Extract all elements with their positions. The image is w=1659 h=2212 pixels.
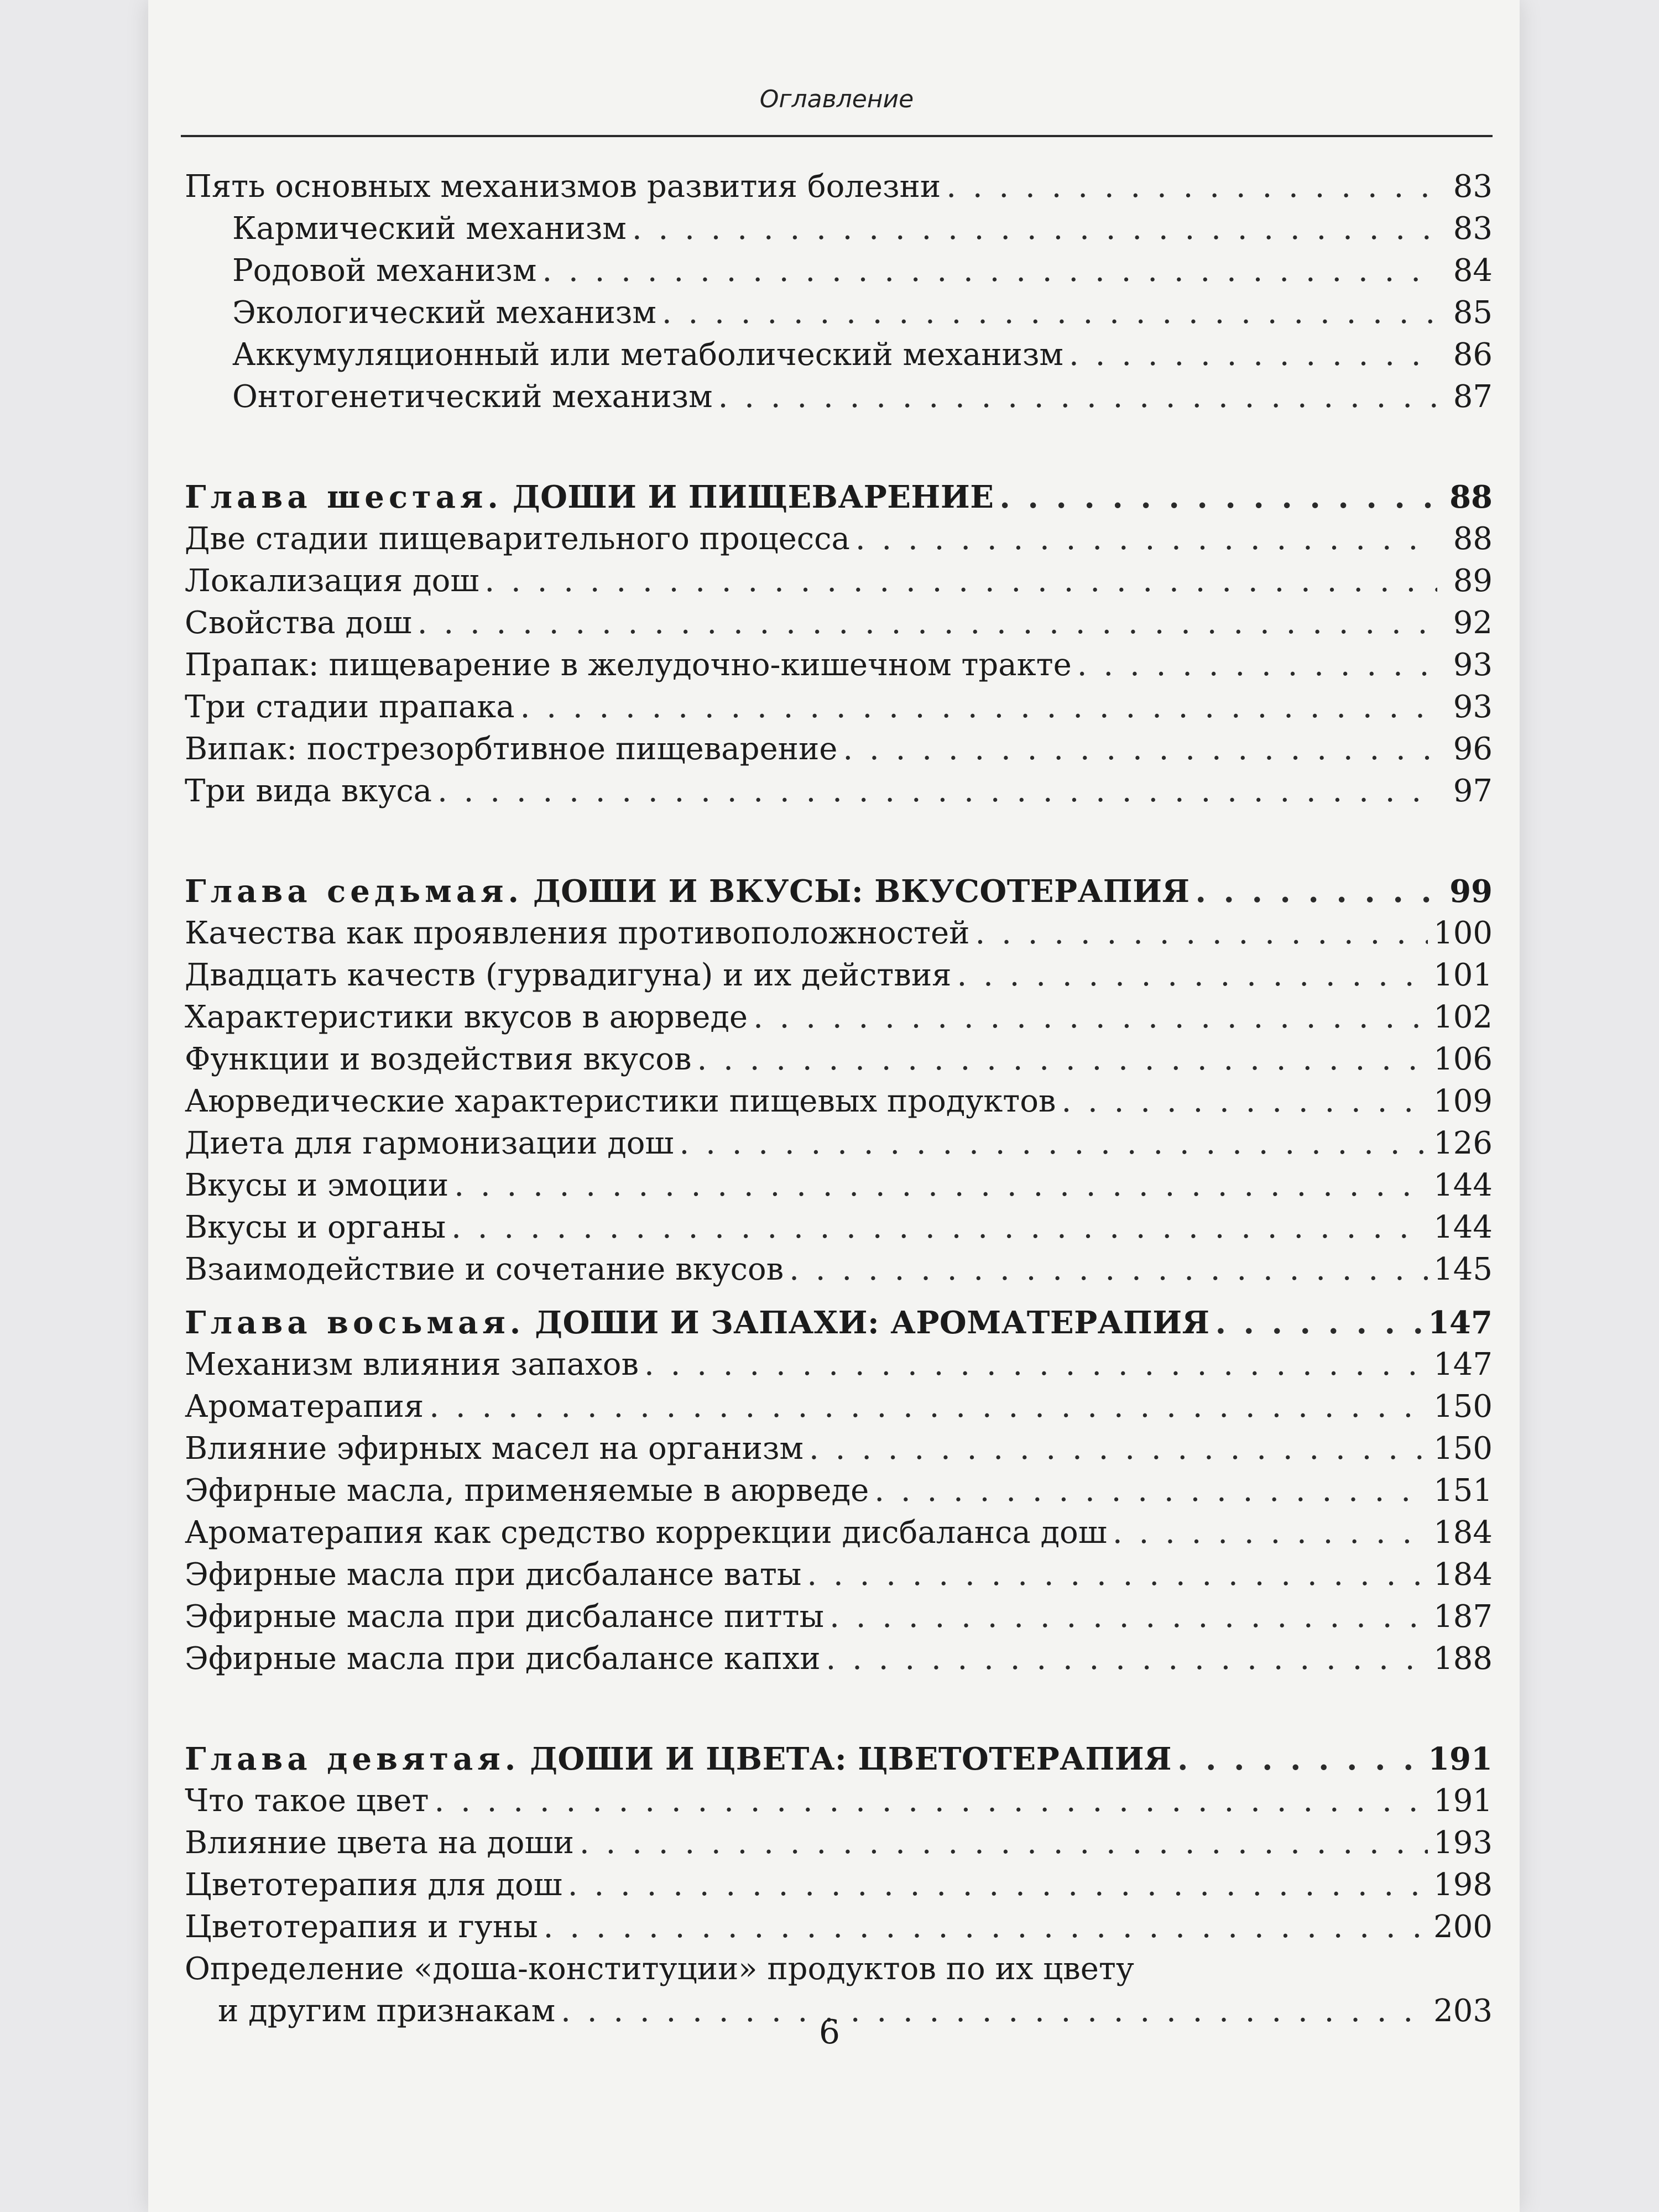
toc-entry-page: 88 xyxy=(1453,521,1493,557)
toc-entry[interactable] xyxy=(185,1638,1493,1680)
leader-dots xyxy=(830,1596,1428,1638)
toc-section-chapter-8 xyxy=(185,1302,1493,1680)
toc-entry[interactable] xyxy=(185,166,1493,208)
leader-dots xyxy=(680,1123,1428,1165)
leader-dots xyxy=(1077,644,1437,686)
chapter-number: Глава восьмая. xyxy=(185,1305,525,1341)
toc-entry-page: 93 xyxy=(1453,647,1493,683)
toc-entry-title: Влияние эфирных масел на организм xyxy=(185,1431,804,1467)
toc-entry-title: Локализация дош xyxy=(185,563,479,599)
leader-dots xyxy=(484,560,1437,602)
toc-entry[interactable] xyxy=(185,912,1493,954)
toc-entry-page: 191 xyxy=(1433,1783,1493,1819)
chapter-page: 147 xyxy=(1428,1305,1493,1341)
toc-entry[interactable] xyxy=(185,518,1493,560)
toc-section-chapter-6 xyxy=(185,476,1493,812)
leader-dots xyxy=(946,166,1437,208)
toc-entry-title: Ароматерапия xyxy=(185,1389,424,1425)
toc-entry[interactable] xyxy=(185,954,1493,997)
toc-entry-page: 198 xyxy=(1433,1867,1493,1903)
toc-entry[interactable] xyxy=(185,644,1493,686)
toc-entry-title: Цветотерапия и гуны xyxy=(185,1909,538,1945)
leader-dots xyxy=(809,1428,1428,1470)
leader-dots xyxy=(437,770,1437,812)
leader-dots xyxy=(753,997,1428,1039)
toc-entry-page: 147 xyxy=(1433,1347,1493,1383)
toc-entry-page: 203 xyxy=(1433,1993,1493,2029)
chapter-heading[interactable] xyxy=(185,476,1493,518)
toc-entry-title: Диета для гармонизации дош xyxy=(185,1125,674,1161)
toc-entry[interactable] xyxy=(185,334,1493,376)
toc-entry-title: Свойства дош xyxy=(185,605,412,641)
toc-entry-title: Характеристики вкусов в аюрведе xyxy=(185,999,748,1035)
toc-entry[interactable] xyxy=(185,1123,1493,1165)
chapter-title: ДОШИ И ПИЩЕВАРЕНИЕ xyxy=(512,479,994,515)
toc-entry[interactable] xyxy=(185,1249,1493,1291)
toc-entry[interactable] xyxy=(185,1428,1493,1470)
toc-entry[interactable] xyxy=(185,1470,1493,1512)
chapter-heading[interactable] xyxy=(185,1302,1493,1344)
toc-entry-title: Випак: пострезорбтивное пищеварение xyxy=(185,731,838,767)
leader-dots xyxy=(1069,334,1437,376)
chapter-page: 88 xyxy=(1449,479,1493,515)
toc-entry[interactable] xyxy=(185,770,1493,812)
toc-entry-page: 151 xyxy=(1433,1473,1493,1509)
toc-entry-page: 89 xyxy=(1453,563,1493,599)
leader-dots xyxy=(975,912,1428,954)
toc-entry[interactable] xyxy=(185,686,1493,728)
leader-dots xyxy=(1113,1512,1428,1554)
toc-entry[interactable] xyxy=(185,1906,1493,1948)
toc-entry-page: 144 xyxy=(1433,1167,1493,1203)
toc-entry[interactable] xyxy=(185,1864,1493,1906)
toc-entry[interactable] xyxy=(185,560,1493,602)
leader-dots xyxy=(1215,1302,1423,1344)
toc-entry-page: 83 xyxy=(1453,211,1493,247)
leader-dots xyxy=(568,1864,1428,1906)
toc-entry-page: 184 xyxy=(1433,1515,1493,1551)
page-number: 6 xyxy=(818,2013,841,2052)
toc-entry[interactable] xyxy=(185,602,1493,644)
leader-dots xyxy=(542,250,1437,292)
toc-entry-page: 100 xyxy=(1433,915,1493,951)
leader-dots xyxy=(789,1249,1428,1291)
toc-entry-page: 83 xyxy=(1453,169,1493,205)
toc-entry-title: Ароматерапия как средство коррекции дисбаланса дош xyxy=(185,1515,1107,1551)
toc-entry-page: 97 xyxy=(1453,773,1493,809)
toc-entry-page: 109 xyxy=(1433,1083,1493,1119)
toc-entry[interactable] xyxy=(185,250,1493,292)
leader-dots xyxy=(454,1165,1428,1207)
chapter-title: ДОШИ И ВКУСЫ: ВКУСОТЕРАПИЯ xyxy=(533,873,1190,910)
toc-entry[interactable] xyxy=(185,1554,1493,1596)
toc-entry[interactable] xyxy=(185,1512,1493,1554)
toc-entry[interactable] xyxy=(185,1780,1493,1822)
toc-section-chapter-9 xyxy=(185,1738,1493,2032)
toc-entry-title: Эфирные масла при дисбалансе ваты xyxy=(185,1557,802,1593)
chapter-page: 99 xyxy=(1449,873,1493,910)
toc-entry-title: Родовой механизм xyxy=(232,253,537,289)
leader-dots xyxy=(1061,1081,1428,1123)
header-title: Оглавление xyxy=(759,85,914,113)
leader-dots xyxy=(434,1780,1428,1822)
toc-entry[interactable] xyxy=(185,1081,1493,1123)
toc-entry-title-line2: и другим признакам xyxy=(218,1993,556,2029)
toc-entry-page: 184 xyxy=(1433,1557,1493,1593)
toc-entry[interactable] xyxy=(185,728,1493,770)
chapter-number: Глава девятая. xyxy=(185,1741,520,1777)
leader-dots xyxy=(580,1822,1428,1864)
toc-entry-page: 84 xyxy=(1453,253,1493,289)
toc-entry-title: Взаимодействие и сочетание вкусов xyxy=(185,1251,784,1287)
leader-dots xyxy=(662,292,1437,334)
toc-entry-page: 187 xyxy=(1433,1599,1493,1635)
toc-entry-page: 87 xyxy=(1453,379,1493,415)
leader-dots xyxy=(544,1906,1428,1948)
toc-entry-title: Экологический механизм xyxy=(232,295,656,331)
toc-entry[interactable] xyxy=(185,376,1493,418)
toc-entry-page: 188 xyxy=(1433,1641,1493,1677)
toc-entry-title-line1: Определение «доша-конституции» продуктов по их цвету xyxy=(185,1951,1134,1987)
chapter-title: ДОШИ И ЗАПАХИ: АРОМАТЕРАПИЯ xyxy=(535,1305,1210,1341)
leader-dots xyxy=(451,1207,1428,1249)
leader-dots xyxy=(1195,870,1437,912)
toc-entry-page: 96 xyxy=(1453,731,1493,767)
toc-entry-page: 145 xyxy=(1433,1251,1493,1287)
toc-entry[interactable] xyxy=(185,997,1493,1039)
toc-entry-title: Эфирные масла, применяемые в аюрведе xyxy=(185,1473,869,1509)
leader-dots xyxy=(999,476,1437,518)
toc-entry-title: Что такое цвет xyxy=(185,1783,429,1819)
toc-entry-title: Аюрведические характеристики пищевых продуктов xyxy=(185,1083,1056,1119)
leader-dots xyxy=(1177,1738,1422,1780)
toc-entry-page: 193 xyxy=(1433,1825,1493,1861)
toc-entry-page: 86 xyxy=(1453,337,1493,373)
toc-entry-title: Эфирные масла при дисбалансе капхи xyxy=(185,1641,821,1677)
toc-entry-title: Онтогенетический механизм xyxy=(232,379,713,415)
toc-entry-title: Пять основных механизмов развития болезни xyxy=(185,169,941,205)
leader-dots xyxy=(826,1638,1428,1680)
toc-entry-page: 106 xyxy=(1433,1041,1493,1077)
leader-dots xyxy=(520,686,1437,728)
toc-entry-page: 126 xyxy=(1433,1125,1493,1161)
toc-entry-title: Двадцать качеств (гурвадигуна) и их действия xyxy=(185,957,952,993)
toc-entry-title: Вкусы и органы xyxy=(185,1209,446,1245)
toc-entry-title: Три вида вкуса xyxy=(185,773,432,809)
toc-entry-page: 200 xyxy=(1433,1909,1493,1945)
toc-entry[interactable] xyxy=(185,1344,1493,1386)
toc-entry-page: 85 xyxy=(1453,295,1493,331)
toc-entry-page: 150 xyxy=(1433,1431,1493,1467)
toc-entry-title: Аккумуляционный или метаболический механизм xyxy=(232,337,1063,373)
chapter-number: Глава шестая. xyxy=(185,479,503,515)
toc-entry-page: 102 xyxy=(1433,999,1493,1035)
toc-entry-title: Три стадии прапака xyxy=(185,689,515,725)
toc-entry-title: Влияние цвета на доши xyxy=(185,1825,574,1861)
toc-entry[interactable] xyxy=(185,1039,1493,1081)
running-header xyxy=(181,79,1493,137)
leader-dots xyxy=(632,208,1437,250)
leader-dots xyxy=(855,518,1437,560)
leader-dots xyxy=(644,1344,1428,1386)
chapter-heading[interactable] xyxy=(185,870,1493,912)
toc-entry-title: Прапак: пищеварение в желудочно-кишечном тракте xyxy=(185,647,1072,683)
toc-entry-page: 92 xyxy=(1453,605,1493,641)
toc-entry-page: 150 xyxy=(1433,1389,1493,1425)
toc-entry[interactable] xyxy=(185,1596,1493,1638)
leader-dots xyxy=(957,954,1428,997)
toc-entry-title: Функции и воздействия вкусов xyxy=(185,1041,692,1077)
toc-entry[interactable] xyxy=(185,292,1493,334)
toc-entry[interactable] xyxy=(185,1386,1493,1428)
toc-section-chapter-7 xyxy=(185,870,1493,1291)
toc-entry-title: Вкусы и эмоции xyxy=(185,1167,449,1203)
toc-entry-page: 93 xyxy=(1453,689,1493,725)
toc-entry-title: Качества как проявления противоположностей xyxy=(185,915,970,951)
toc-entry-title: Эфирные масла при дисбалансе питты xyxy=(185,1599,825,1635)
toc-entry-title: Механизм влияния запахов xyxy=(185,1347,639,1383)
leader-dots xyxy=(843,728,1437,770)
leader-dots xyxy=(697,1039,1428,1081)
chapter-page: 191 xyxy=(1428,1741,1493,1777)
toc-entry[interactable] xyxy=(185,1207,1493,1249)
toc-entry-title: Две стадии пищеварительного процесса xyxy=(185,521,850,557)
toc-entry-page: 144 xyxy=(1433,1209,1493,1245)
leader-dots xyxy=(807,1554,1428,1596)
chapter-heading[interactable] xyxy=(185,1738,1493,1780)
toc-entry-title: Цветотерапия для дош xyxy=(185,1867,562,1903)
chapter-title: ДОШИ И ЦВЕТА: ЦВЕТОТЕРАПИЯ xyxy=(530,1741,1172,1777)
toc-entry-title: Кармический механизм xyxy=(232,211,627,247)
toc-entry[interactable] xyxy=(185,208,1493,250)
toc-entry[interactable] xyxy=(185,1822,1493,1864)
leader-dots xyxy=(874,1470,1428,1512)
toc-section-mechanisms xyxy=(185,166,1493,418)
leader-dots xyxy=(418,602,1437,644)
chapter-number: Глава седьмая. xyxy=(185,873,523,910)
table-of-contents xyxy=(185,166,1493,2090)
toc-entry-page: 101 xyxy=(1433,957,1493,993)
leader-dots xyxy=(718,376,1437,418)
leader-dots xyxy=(429,1386,1428,1428)
toc-entry[interactable] xyxy=(185,1165,1493,1207)
